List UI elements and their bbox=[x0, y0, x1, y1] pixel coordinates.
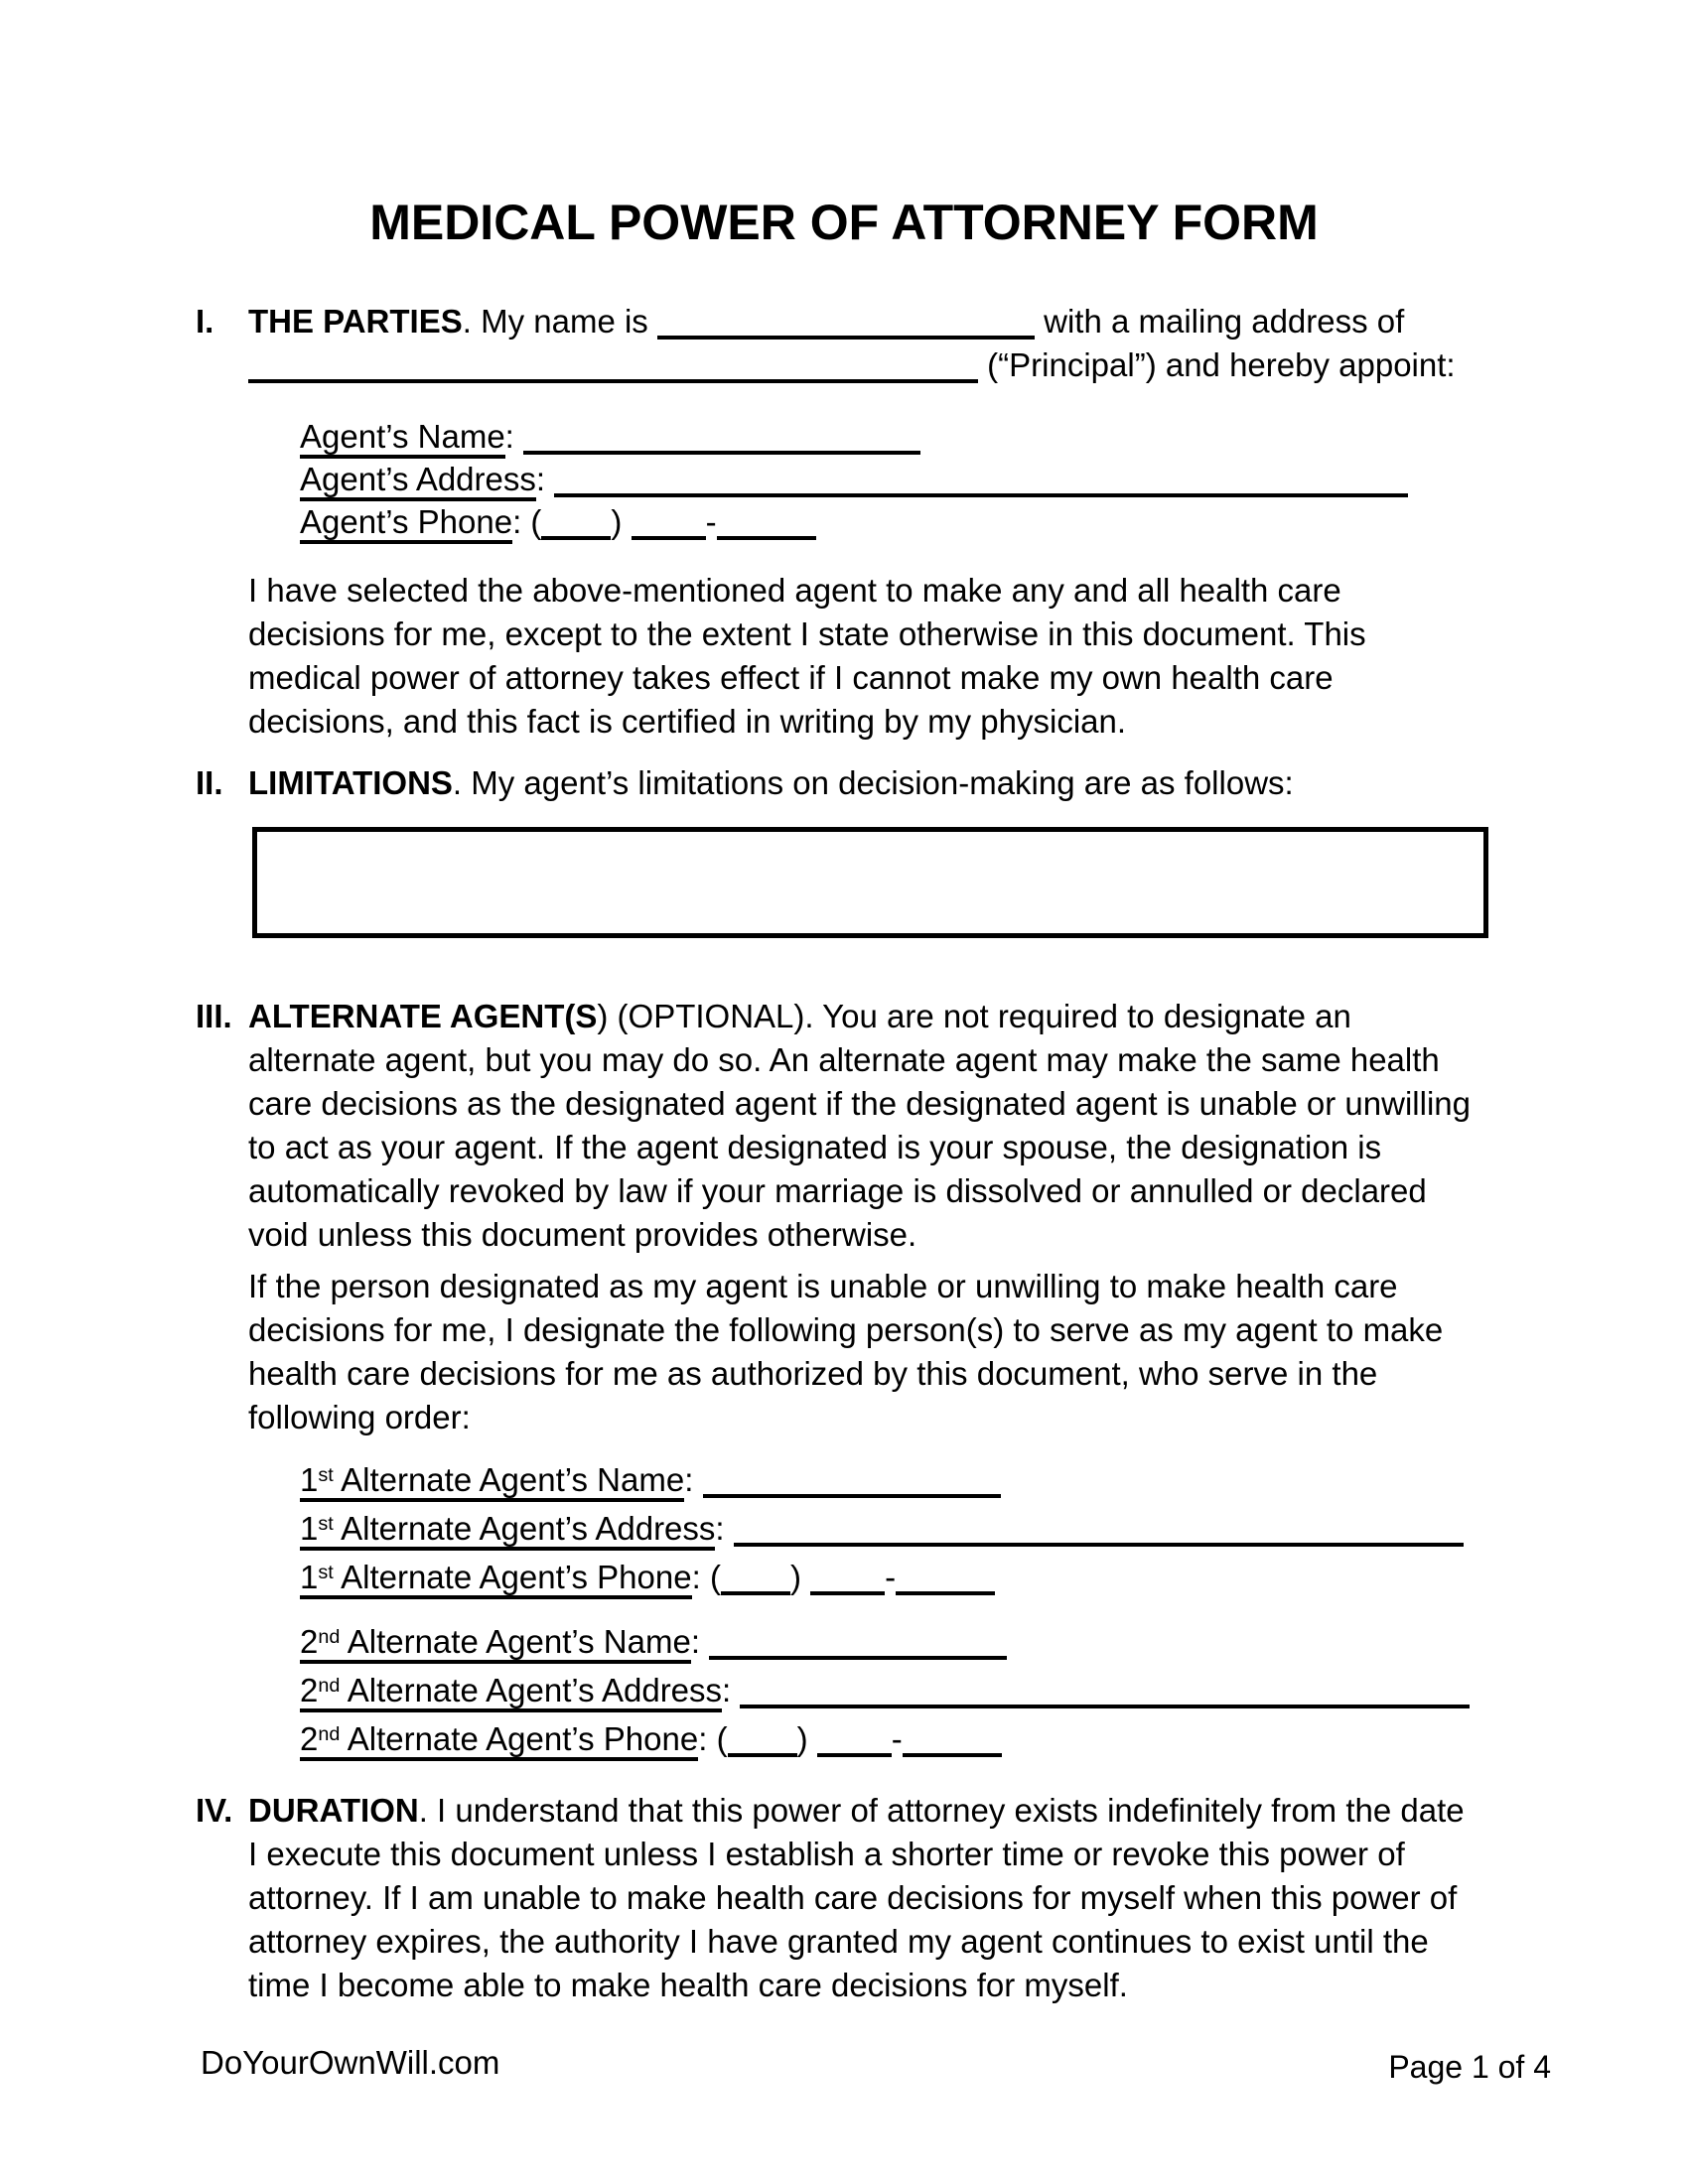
second-alternate-fields bbox=[300, 1620, 1479, 1766]
first-alternate-phone-row bbox=[300, 1556, 1479, 1604]
ordinal: 1 bbox=[300, 1559, 319, 1595]
ordinal: 1 bbox=[300, 1510, 319, 1547]
ordinal-suffix: nd bbox=[318, 1626, 341, 1649]
first-alternate-address-label bbox=[300, 1510, 715, 1551]
agent-phone-line-blank[interactable] bbox=[717, 510, 816, 540]
ordinal-suffix: nd bbox=[318, 1723, 341, 1746]
second-alternate-phone-area-blank[interactable] bbox=[728, 1727, 797, 1757]
agent-name-row bbox=[300, 415, 1479, 458]
second-alternate-name-row bbox=[300, 1620, 1479, 1669]
second-alternate-address-label bbox=[300, 1672, 722, 1712]
ordinal-suffix: st bbox=[318, 1562, 334, 1584]
agent-phone-label: Agent’s Phone bbox=[300, 503, 512, 544]
section-alternate-numeral: III. bbox=[196, 998, 232, 1034]
section-parties-numeral: I. bbox=[196, 303, 214, 340]
duration-body-text: . I understand that this power of attorney exists indefinitely from the date I execute this document unless I establish a shorter time or revoke this power of attorney. If I am unable to make health care decisions for myself when this power of attorney expires, the authority I have granted my agent continues to exist until the time I become able to make health care decisions for myself. bbox=[248, 1792, 1465, 2003]
colon: : bbox=[535, 461, 555, 497]
label-text: Alternate Agent’s Name bbox=[333, 1461, 685, 1498]
limitations-entry-box[interactable] bbox=[252, 827, 1488, 938]
section-limitations-heading: LIMITATIONS bbox=[248, 764, 453, 801]
section-limitations bbox=[196, 761, 1479, 805]
first-alternate-phone-prefix-blank[interactable] bbox=[810, 1566, 885, 1595]
first-alternate-address-row bbox=[300, 1507, 1479, 1556]
colon: : bbox=[690, 1623, 710, 1660]
colon: : bbox=[698, 1720, 717, 1757]
agent-phone-prefix-blank[interactable] bbox=[632, 510, 706, 540]
ordinal-suffix: st bbox=[318, 1464, 334, 1487]
parties-paragraph: I have selected the above-mentioned agent to make any and all health care decisions for me, except to the extent I state otherwise in this document. This medical power of attorney takes effect if I cannot make my own health care decisions, and this fact is certified in writing by my physician. bbox=[248, 572, 1366, 740]
first-alternate-address-blank[interactable] bbox=[734, 1517, 1464, 1547]
second-alternate-address-blank[interactable] bbox=[740, 1679, 1470, 1708]
agent-name-label: Agent’s Name bbox=[300, 418, 505, 459]
second-alternate-address-row bbox=[300, 1669, 1479, 1717]
section-duration-text bbox=[248, 1792, 1465, 2003]
footer-page-number: Page 1 of 4 bbox=[1388, 2049, 1551, 2085]
principal-address-blank[interactable] bbox=[248, 353, 978, 383]
hyphen: - bbox=[891, 1720, 903, 1757]
second-alternate-name-blank[interactable] bbox=[709, 1630, 1007, 1660]
label-text: Alternate Agent’s Name bbox=[340, 1623, 691, 1660]
principal-name-blank[interactable] bbox=[657, 310, 1035, 340]
section-duration-numeral: IV. bbox=[196, 1792, 233, 1829]
document-content bbox=[196, 300, 1479, 2007]
parties-mid-text: with a mailing address of bbox=[1034, 303, 1405, 340]
first-alternate-phone-area-blank[interactable] bbox=[721, 1566, 790, 1595]
close-paren: ) bbox=[796, 1720, 817, 1757]
section-limitations-text bbox=[248, 764, 1294, 801]
agent-address-row bbox=[300, 458, 1479, 500]
label-text: Alternate Agent’s Address bbox=[340, 1672, 723, 1708]
label-text: Alternate Agent’s Phone bbox=[340, 1720, 699, 1757]
open-paren: ( bbox=[709, 1559, 721, 1595]
section-alternate bbox=[196, 995, 1479, 1766]
colon: : bbox=[504, 418, 524, 455]
first-alternate-phone-label bbox=[300, 1559, 692, 1599]
agent-address-blank[interactable] bbox=[554, 468, 1408, 497]
ordinal: 2 bbox=[300, 1720, 319, 1757]
ordinal: 2 bbox=[300, 1672, 319, 1708]
parties-end-text: (“Principal”) and hereby appoint: bbox=[978, 346, 1456, 383]
close-paren: ) bbox=[789, 1559, 811, 1595]
limitations-lead-in: . My agent’s limitations on decision-making are as follows: bbox=[452, 764, 1294, 801]
ordinal-suffix: st bbox=[318, 1513, 334, 1536]
alternate-body-text: ) (OPTIONAL). You are not required to designate an alternate agent, but you may do so. An alternate agent may make the same health care decisions as the designated agent if the designated agent is unable or unwilling to act as your agent. If the agent designated is your spouse, the designation is automatically revoked by law if your marriage is dissolved or annulled or declared void unless this document provides otherwise. bbox=[248, 998, 1472, 1253]
label-text: Alternate Agent’s Address bbox=[333, 1510, 716, 1547]
ordinal: 1 bbox=[300, 1461, 319, 1498]
second-alternate-phone-row bbox=[300, 1717, 1479, 1766]
second-alternate-phone-prefix-blank[interactable] bbox=[817, 1727, 892, 1757]
section-parties-heading: THE PARTIES bbox=[248, 303, 463, 340]
close-paren: ) bbox=[611, 503, 632, 540]
agent-phone-area-blank[interactable] bbox=[541, 510, 611, 540]
open-paren: ( bbox=[716, 1720, 728, 1757]
colon: : bbox=[691, 1559, 710, 1595]
agent-fields bbox=[300, 415, 1479, 543]
section-parties-text bbox=[248, 303, 1456, 383]
section-limitations-numeral: II. bbox=[196, 764, 223, 801]
agent-phone-row bbox=[300, 500, 1479, 543]
section-parties bbox=[196, 300, 1479, 744]
agent-name-blank[interactable] bbox=[523, 425, 920, 455]
colon: : bbox=[512, 503, 531, 540]
colon: : bbox=[684, 1461, 703, 1498]
first-alternate-name-row bbox=[300, 1458, 1479, 1507]
label-text: Alternate Agent’s Phone bbox=[333, 1559, 692, 1595]
first-alternate-phone-line-blank[interactable] bbox=[896, 1566, 995, 1595]
hyphen: - bbox=[885, 1559, 897, 1595]
section-alternate-heading: ALTERNATE AGENT(S bbox=[248, 998, 598, 1034]
section-duration bbox=[196, 1789, 1479, 2007]
second-alternate-name-label bbox=[300, 1623, 691, 1664]
open-paren: ( bbox=[530, 503, 542, 540]
hyphen: - bbox=[705, 503, 717, 540]
section-alternate-text bbox=[248, 998, 1471, 1253]
first-alternate-name-blank[interactable] bbox=[703, 1468, 1001, 1498]
first-alternate-name-label bbox=[300, 1461, 684, 1502]
ordinal: 2 bbox=[300, 1623, 319, 1660]
second-alternate-phone-label bbox=[300, 1720, 698, 1761]
page-title: MEDICAL POWER OF ATTORNEY FORM bbox=[369, 195, 1319, 250]
footer-site-name: DoYourOwnWill.com bbox=[201, 2044, 500, 2081]
agent-address-label: Agent’s Address bbox=[300, 461, 536, 501]
colon: : bbox=[722, 1672, 741, 1708]
colon: : bbox=[715, 1510, 734, 1547]
first-alternate-fields bbox=[300, 1458, 1479, 1604]
section-duration-heading: DURATION bbox=[248, 1792, 419, 1829]
ordinal-suffix: nd bbox=[318, 1675, 341, 1698]
second-alternate-phone-line-blank[interactable] bbox=[903, 1727, 1002, 1757]
alternate-paragraph: If the person designated as my agent is unable or unwilling to make health care decisions for me, I designate the following person(s) to serve as my agent to make health care decisions for me as authorized by this document, who serve in the following order: bbox=[248, 1268, 1444, 1435]
parties-lead-in: . My name is bbox=[462, 303, 657, 340]
